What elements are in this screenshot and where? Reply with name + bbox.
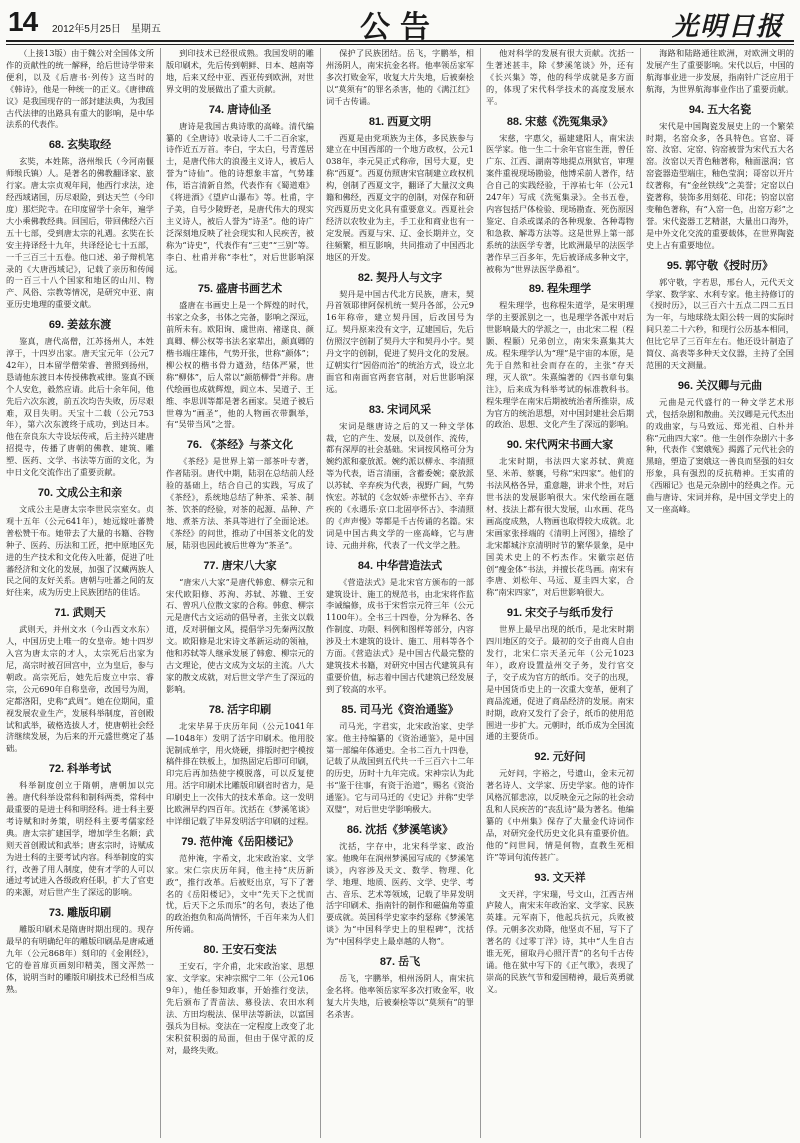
entry-title: 81. 西夏文明 (368, 115, 432, 128)
entry-body: 到印技术已经很成熟。我国发明的雕版印刷术，先后传到朝鲜、日本、越南等地，后来又经中亚、西亚传到欧洲，对世界文明的发展做出了重大贡献。 (166, 48, 314, 94)
entry-title: 95. 郭守敬《授时历》 (666, 259, 774, 272)
entry-body: 玄奘，本姓陈，洛州缑氏（今河南偃师缑氏镇）人。是著名的佛教翻译家、旅行家。唐太宗贞观年间，他西行求法，途经西域诸国，历尽艰险，到达天竺（今印度）那烂陀寺。在印度留学十余年，遍学大小乘佛教经典。回国后，带回佛经六百五十七部，受到唐太宗的礼遇。玄奘在长安主持译经十九年，共译经论七十五部，一千三百三十五卷。他口述、弟子辩机笔录的《大唐西域记》，记载了亲历和传闻的一百三十八个国家和地区的山川、物产、风俗、宗教等情况，是研究中亚、南亚历史地理的重要文献。 (6, 156, 154, 310)
entry-body: 元曲是元代盛行的一种文学艺术形式，包括杂剧和散曲。关汉卿是元代杰出的戏曲家，与马致远、郑光祖、白朴并称“元曲四大家”。他一生创作杂剧六十多种，代表作《窦娥冤》揭露了元代社会的黑暗，塑造了窦娥这一善良而坚强的妇女形象，具有强烈的反抗精神。王实甫的《西厢记》也是元杂剧中的经典之作。元曲与唐诗、宋词并称，是中国文学史上的又一座高峰。 (646, 396, 794, 514)
entry-body: 郭守敬，字若思，邢台人，元代天文学家、数学家、水利专家。他主持修订的《授时历》，以三百六十五点二四二五日为一年，与地球绕太阳公转一周的实际时间只差二十六秒，和现行公历基本相同，但比它早了三百年左右。他还设计制造了简仪、高表等多种天文仪器，主持了全国范围的天文测量。 (646, 276, 794, 370)
entry-body: 程朱理学，也称程朱道学，是宋明理学的主要派别之一，也是理学各派中对后世影响最大的学派之一，由北宋二程（程颢、程颐）兄弟创立，南宋朱熹集其大成。程朱理学认为“理”是宇宙的本原，是先于自然和社会而存在的，主张“存天理，灭人欲”。朱熹编著的《四书章句集注》，后来成为科举考试的标准教科书。程朱理学在南宋后期被统治者所推崇，成为官方的统治思想，对中国封建社会后期的政治、思想、文化产生了深远的影响。 (486, 300, 634, 430)
entry-body: 沈括，字存中，北宋科学家、政治家。他晚年在润州梦溪园写成的《梦溪笔谈》，内容涉及天文、数学、物理、化学、地理、地质、医药、文学、史学、考古、音乐、艺术等领域，记载了毕昇发明活字印刷术、指南针的制作和磁偏角等重要成就。英国科学史家李约瑟称《梦溪笔谈》为“中国科学史上的里程碑”，沈括为“中国科学史上最卓越的人物”。 (326, 840, 474, 947)
entry-title: 96. 关汉卿与元曲 (677, 379, 763, 392)
article-entry (326, 704, 474, 816)
entry-body: 司马光，字君实，北宋政治家、史学家。他主持编纂的《资治通鉴》，是中国第一部编年体通史。全书二百九十四卷，记载了从战国到五代共一千三百六十二年的历史，历时十九年完成。宋神宗认为此书“鉴于往事，有资于治道”，赐名《资治通鉴》。它与司马迁的《史记》并称“史学双璧”，对后世史学影响极大。 (326, 720, 474, 815)
entry-title: 68. 玄奘取经 (48, 139, 112, 152)
column-3 (326, 48, 474, 1138)
article-entry (166, 104, 314, 276)
article-entry (166, 439, 314, 551)
entry-body: 契丹是中国古代北方民族，唐末，契丹首领耶律阿保机统一契丹各部，公元916年称帝，建立契丹国，后改国号为辽。契丹原来没有文字，辽建国后，先后仿照汉字创制了契丹大字和契丹小字。契丹文字的创制，促进了契丹文化的发展。辽朝实行“因俗而治”的统治方式，设立北面官和南面官两套官制，对后世影响深远。 (326, 288, 474, 394)
section-title: 公告 (360, 10, 440, 45)
entry-title: 80. 王安石变法 (203, 944, 277, 957)
entry-title: 78. 活字印刷 (208, 703, 272, 716)
article-entry (646, 380, 794, 516)
entry-title: 75. 盛唐书画艺术 (197, 283, 283, 296)
entry-body: 宋词是继唐诗之后的又一种文学体裁，它的产生、发展，以及创作、流传，都有深厚的社会基础。宋词按风格可分为婉约派和豪放派。婉约派以柳永、李清照等为代表，语言清丽，含蓄委婉；豪放派以苏轼、辛弃疾为代表，视野广阔，气势恢宏。苏轼的《念奴娇·赤壁怀古》、辛弃疾的《永遇乐·京口北固亭怀古》、李清照的《声声慢》等都是千古传诵的名篇。宋词是中国古典文学的一座高峰，它与唐诗、元曲并称，代表了一代文学之胜。 (326, 420, 474, 550)
entry-title: 83. 宋词风采 (368, 403, 432, 416)
entry-title: 92. 元好问 (534, 751, 586, 764)
article-entry (166, 283, 314, 431)
entry-body: 北宋毕昇于庆历年间（公元1041年—1048年）发明了活字印刷术。他用胶泥制成单字，用火烧硬，排版时把字模按稿件排在铁板上，加热固定后即可印刷，印完后再加热使字模脱落，可以反复使用。活字印刷术比雕版印刷省时省力，是印刷史上一次伟大的技术革命。这一发明比欧洲早约四百年。沈括在《梦溪笔谈》中详细记载了毕昇发明活字印刷的过程。 (166, 720, 314, 826)
entry-body: “唐宋八大家”是唐代韩愈、柳宗元和宋代欧阳修、苏洵、苏轼、苏辙、王安石、曾巩八位散文家的合称。韩愈、柳宗元是唐代古文运动的倡导者，主张文以载道，反对骈俪文风，提倡学习先秦两汉散文。欧阳修是北宋诗文革新运动的领袖，他和苏轼等人继承发展了韩愈、柳宗元的古文理论，使古文成为文坛的主流。八大家的散文成就，对后世文学产生了深远的影响。 (166, 576, 314, 694)
page-number: 14 (8, 6, 38, 37)
entry-title: 88. 宋慈《洗冤集录》 (506, 115, 614, 128)
entry-title: 91. 宋交子与纸币发行 (506, 607, 614, 620)
entry-title: 82. 契丹人与文字 (357, 271, 443, 284)
entry-body: 雕版印刷术是隋唐时期出现的。现存最早的有明确纪年的雕版印刷品是唐咸通九年（公元868年）刻印的《金刚经》，它的卷首扉页画刻印精美，图文浑然一体，说明当时的雕版印刷技术已经相当成熟。 (6, 924, 154, 994)
entry-title: 90. 宋代两宋书画大家 (506, 439, 614, 452)
entry-body: 文天祥，字宋瑞，号文山，江西吉州庐陵人，南宋末年政治家、文学家、民族英雄。元军南下，他起兵抗元，兵败被俘。元朝多次劝降，他坚贞不屈，写下了著名的《过零丁洋》诗，其中“人生自古谁无死，留取丹心照汗青”的名句千古传诵。他在狱中写下的《正气歌》，表现了崇高的民族气节和爱国精神，最后英勇就义。 (486, 888, 634, 994)
entry-body: 他对科学的发展有很大贡献。沈括一生著述甚丰，除《梦溪笔谈》外，还有《长兴集》等，他的科学成就是多方面的，体现了宋代科学技术的高度发展水平。 (486, 48, 634, 106)
entry-body: 《茶经》是世界上第一部茶叶专著，作者陆羽。唐代中期，陆羽在总结前人经验的基础上，结合自己的实践，写成了《茶经》，系统地总结了种茶、采茶、制茶、饮茶的经验，对茶的起源、品种、产地、煮茶方法、茶具等进行了全面论述。《茶经》的问世，推动了中国茶文化的发展，陆羽也因此被后世尊为“茶圣”。 (166, 456, 314, 550)
header-rule (6, 40, 794, 42)
article-entry (486, 751, 634, 863)
entry-title: 89. 程朱理学 (528, 283, 592, 296)
entry-title: 85. 司马光《资治通鉴》 (341, 703, 459, 716)
article-entry (486, 439, 634, 599)
entry-title: 73. 雕版印刷 (48, 907, 112, 920)
article-entry (6, 763, 154, 899)
article-entry (6, 607, 154, 755)
entry-title: 72. 科举考试 (48, 763, 112, 776)
article-entry (486, 872, 634, 996)
article-entry (166, 48, 314, 96)
column-divider (160, 48, 161, 1138)
article-entry (326, 48, 474, 108)
entry-body: 宋慈，字惠父，福建建阳人，南宋法医学家。他一生二十余年官宦生涯，曾任广东、江西、湖南等地提点刑狱官，审理案件重视现场勘验，他博采前人著作，结合自己的实践经验，于淳祐七年（公元1247年）写成《洗冤集录》。全书五卷，内容包括尸体检验、现场勘查、死伤原因鉴定、自杀或谋杀的各种现象、各种毒物和急救、解毒方法等。这是世界上第一部系统的法医学专著，比欧洲最早的法医学著作早三百多年，先后被译成多种文字，被称为“世界法医学鼻祖”。 (486, 132, 634, 274)
entry-body: 王安石，字介甫，北宋政治家、思想家、文学家。宋神宗熙宁二年（公元1069年），他任参知政事，开始推行变法，先后颁布了青苗法、募役法、农田水利法、方田均税法、保甲法等新法，以富国强兵为目标。变法在一定程度上改变了北宋积贫积弱的局面，但由于保守派的反对，最终失败。 (166, 961, 314, 1055)
entry-title: 94. 五大名瓷 (688, 103, 752, 116)
article-entry (326, 404, 474, 552)
column-2 (166, 48, 314, 1138)
entry-body: 《营造法式》是北宋官方颁布的一部建筑设计、施工的规范书，由北宋将作监李诫编修，成书于宋哲宗元符三年（公元1100年）。全书三十四卷，分为释名、各作制度、功限、料例和图样等部分，内容涉及土木建筑的设计、施工、用料等各个方面。《营造法式》是中国古代最完整的建筑技术书籍，对研究中国古代建筑具有重要价值，标志着中国古代建筑已经发展到了较高的水平。 (326, 576, 474, 694)
entry-body: 唐诗是我国古典诗歌的高峰。清代编纂的《全唐诗》收录诗人二千二百余家，诗作近五万首。李白，字太白，号青莲居士，是唐代伟大的浪漫主义诗人，被后人誉为“诗仙”。他的诗想象丰富，气势雄伟，语言清新自然，代表作有《蜀道难》《将进酒》《望庐山瀑布》等。杜甫，字子美，自号少陵野老，是唐代伟大的现实主义诗人，被后人誉为“诗圣”。他的诗广泛深刻地反映了社会现实和人民疾苦，被称为“诗史”，代表作有“三吏”“三别”等。李白、杜甫并称“李杜”，对后世影响深远。 (166, 120, 314, 274)
article-columns (6, 48, 794, 1138)
entry-title: 87. 岳飞 (379, 956, 421, 969)
entry-body: 范仲淹，字希文，北宋政治家、文学家。宋仁宗庆历年间，他主持“庆历新政”，推行改革。后被贬出京，写下了著名的《岳阳楼记》，文中“先天下之忧而忧，后天下之乐而乐”的名句，表达了他的政治抱负和高尚情怀，千百年来为人们所传诵。 (166, 852, 314, 935)
column-4 (486, 48, 634, 1138)
article-entry (166, 560, 314, 696)
article-entry (646, 48, 794, 96)
article-entry (6, 48, 154, 131)
entry-body: 保护了民族团结。岳飞，字鹏举，相州汤阴人，南宋抗金名将。他率领岳家军多次打败金军，收复大片失地，后被秦桧以“莫须有”的罪名杀害，他的《满江红》词千古传诵。 (326, 48, 474, 106)
article-entry (6, 139, 154, 311)
article-entry (166, 836, 314, 936)
entry-body: 宋代是中国陶瓷发展史上的一个繁荣时期，名窑众多，各具特色。官窑、哥窑、汝窑、定窑、钧窑被誉为宋代五大名窑。汝窑以天青色釉著称，釉面滋润；官窑瓷器造型端庄，釉色莹润；哥窑以开片纹著称，有“金丝铁线”之美誉；定窑以白瓷著称，装饰多用刻花、印花；钧窑以窑变釉色著称，有“入窑一色，出窑万彩”之誉。宋代瓷器工艺精湛，大量出口海外，是中外文化交流的重要载体，在世界陶瓷史上占有重要地位。 (646, 120, 794, 250)
entry-title: 79. 范仲淹《岳阳楼记》 (181, 835, 299, 848)
entry-body: 世界上最早出现的纸币，是北宋时期四川地区的交子。最初的交子由商人自由发行，北宋仁宗天圣元年（公元1023年），政府设置益州交子务，发行官交子，交子成为官方的纸币。交子的出现，是中国货币史上的一次重大变革，便利了商品流通，促进了商品经济的发展。南宋时期，政府又发行了会子，纸币的使用范围进一步扩大。元朝时，纸币成为全国流通的主要货币。 (486, 624, 634, 742)
entry-body: 西夏是由党项族为主体，多民族参与建立在中国西部的一个地方政权，公元1038年，李元昊正式称帝，国号大夏，史称“西夏”。西夏仿照唐宋官制建立政权机构，创制了西夏文字，翻译了大量汉文典籍和佛经，西夏文字的创制，对保存和研究西夏历史文化具有重要意义。西夏社会经济以农牧业为主，手工业和商业也有一定发展。西夏与宋、辽、金长期并立，交往频繁，相互影响，共同推动了中国西北地区的开发。 (326, 132, 474, 262)
article-entry (486, 116, 634, 276)
article-entry (6, 907, 154, 995)
entry-body: 科举制度创立于隋朝，唐朝加以完善。唐代科举设常科和制科两类，常科中最重要的是进士科和明经科。进士科主要考诗赋和时务策，明经科主要考儒家经典。唐太宗扩建国学，增加学生名额；武则天首创殿试和武举；唐玄宗时，诗赋成为进士科的主要考试内容。科举制度的实行，改善了用人制度，使有才学的人可以通过考试进入各级政府任职，扩大了官吏的来源，对后世产生了深远的影响。 (6, 780, 154, 898)
entry-title: 77. 唐宋八大家 (203, 559, 277, 572)
article-entry (326, 956, 474, 1021)
article-entry (646, 260, 794, 372)
entry-body: 文成公主是唐太宗李世民宗室女。贞观十五年（公元641年），她远嫁吐蕃赞普松赞干布。她带去了大量的书籍、谷物种子、医药、历法和工匠，把中原地区先进的生产技术和文化传入吐蕃，促进了吐蕃经济和文化的发展，加强了汉藏两族人民之间的友好关系。唐朝与吐蕃之间的友好往来，成为历史上民族团结的佳话。 (6, 504, 154, 598)
column-divider (480, 48, 481, 1138)
entry-body: 武则天，并州文水（今山西文水东）人，中国历史上唯一的女皇帝。她十四岁入宫为唐太宗的才人，太宗死后出家为尼，高宗时被召回宫中，立为皇后，参与朝政。高宗死后，她先后废立中宗、睿宗，公元690年自称皇帝，改国号为周，定都洛阳，史称“武周”。她在位期间，重视发展农业生产，发展科举制度，首创殿试和武举，破格选拔人才，使唐朝社会经济继续发展，为后来的开元盛世奠定了基础。 (6, 624, 154, 754)
issue-date: 2012年5月25日 星期五 (52, 24, 161, 35)
column-divider (320, 48, 321, 1138)
entry-body: 海路和陆路通往欧洲，对欧洲文明的发展产生了重要影响。宋代以后，中国的航海事业进一步发展，指南针广泛应用于航海，为世界航海事业作出了重要贡献。 (646, 48, 794, 94)
article-entry (486, 607, 634, 743)
column-5 (646, 48, 794, 1138)
entry-body: 鉴真，唐代高僧，江苏扬州人，本姓淳于，十四岁出家。唐天宝元年（公元742年），日本留学僧荣睿、普照到扬州，恳请他东渡日本传授佛教戒律。鉴真不顾个人安危，毅然应请。此后十余年间，他先后六次东渡，前五次均告失败，历尽艰难，双目失明。天宝十二载（公元753年），第六次东渡终于成功，到达日本。他在奈良东大寺设坛传戒，后主持兴建唐招提寺，传播了唐朝的佛教、建筑、雕塑、医药、文学、书法等方面的文化，为中日文化交流作出了重要贡献。 (6, 336, 154, 478)
article-entry (166, 704, 314, 828)
article-entry (6, 487, 154, 599)
entry-title: 70. 文成公主和亲 (37, 487, 123, 499)
entry-title: 69. 姜兹东渡 (48, 319, 112, 332)
page-header (0, 0, 800, 45)
column-1 (6, 48, 154, 1138)
entry-body: 盛唐在书画史上是一个辉煌的时代，书家之众多，书体之完备，影响之深远，前所未有。欧阳询、虞世南、褚遂良、颜真卿、柳公权等书法名家辈出，颜真卿的楷书端庄雄伟，气势开张，世称“颜体”；柳公权的楷书骨力遒劲，结体严紧，世称“柳体”，后人常以“颜筋柳骨”并称。唐代绘画也成就辉煌，阎立本、吴道子、王维、李思训等都是著名画家。吴道子被后世尊为“画圣”，他的人物画衣带飘举，有“吴带当风”之誉。 (166, 300, 314, 430)
entry-title: 76. 《茶经》与茶文化 (186, 439, 294, 452)
header-rule-thin (6, 44, 794, 45)
entry-body: 岳飞，字鹏举，相州汤阴人，南宋抗金名将。他率领岳家军多次打败金军，收复大片失地，后被秦桧等以“莫须有”的罪名杀害。 (326, 973, 474, 1019)
entry-title: 71. 武则天 (54, 607, 106, 620)
column-divider (640, 48, 641, 1138)
article-entry (326, 116, 474, 264)
entry-body: （上接13版）由于魏公对全国体文所作的贡献性的统一解释，给后世诗学带来便利，以及《后唐书·列传》这当时的《韩诗》，他是一种统一的正义。《唐律疏议》是我国现存的一部封建法典，为我国古代法律的出路具有重大的影响，是中华法系的代表作。 (6, 48, 154, 130)
article-entry (326, 272, 474, 396)
entry-body: 元好问，字裕之，号遗山，金末元初著名诗人、文学家、历史学家。他的诗作风格沉郁悲凉，以反映金元之际的社会动乱和人民疾苦的“丧乱诗”最为著名。他编纂的《中州集》保存了大量金代诗词作品，对研究金代历史文化具有重要价值。他的“问世间，情是何物，直教生死相许”等词句流传甚广。 (486, 768, 634, 862)
article-entry (326, 824, 474, 948)
article-entry (6, 319, 154, 479)
article-entry (326, 560, 474, 696)
entry-title: 74. 唐诗仙圣 (208, 103, 272, 116)
article-entry (166, 944, 314, 1056)
entry-title: 93. 文天祥 (534, 871, 586, 884)
article-entry (486, 48, 634, 108)
entry-title: 86. 沈括《梦溪笔谈》 (346, 823, 454, 836)
entry-title: 84. 中华营造法式 (357, 559, 443, 572)
newspaper-masthead: 光明日报 (671, 12, 784, 42)
entry-body: 北宋时期，书法四大家苏轼、黄庭坚、米芾、蔡襄，号称“宋四家”。他们的书法风格各异，重意趣，讲求个性，对后世书法的发展影响很大。宋代绘画在题材、技法上都有很大发展，山水画、花鸟画高度成熟，人物画也取得较大成就。北宋画家张择端的《清明上河图》，描绘了北宋都城汴京清明时节的繁华景象，是中国美术史上的不朽杰作。宋徽宗赵佶创“瘦金体”书法，并擅长花鸟画。南宋有李唐、刘松年、马远、夏圭四大家，合称“南宋四家”，对后世影响很大。 (486, 456, 634, 598)
article-entry (646, 104, 794, 252)
article-entry (486, 283, 634, 431)
